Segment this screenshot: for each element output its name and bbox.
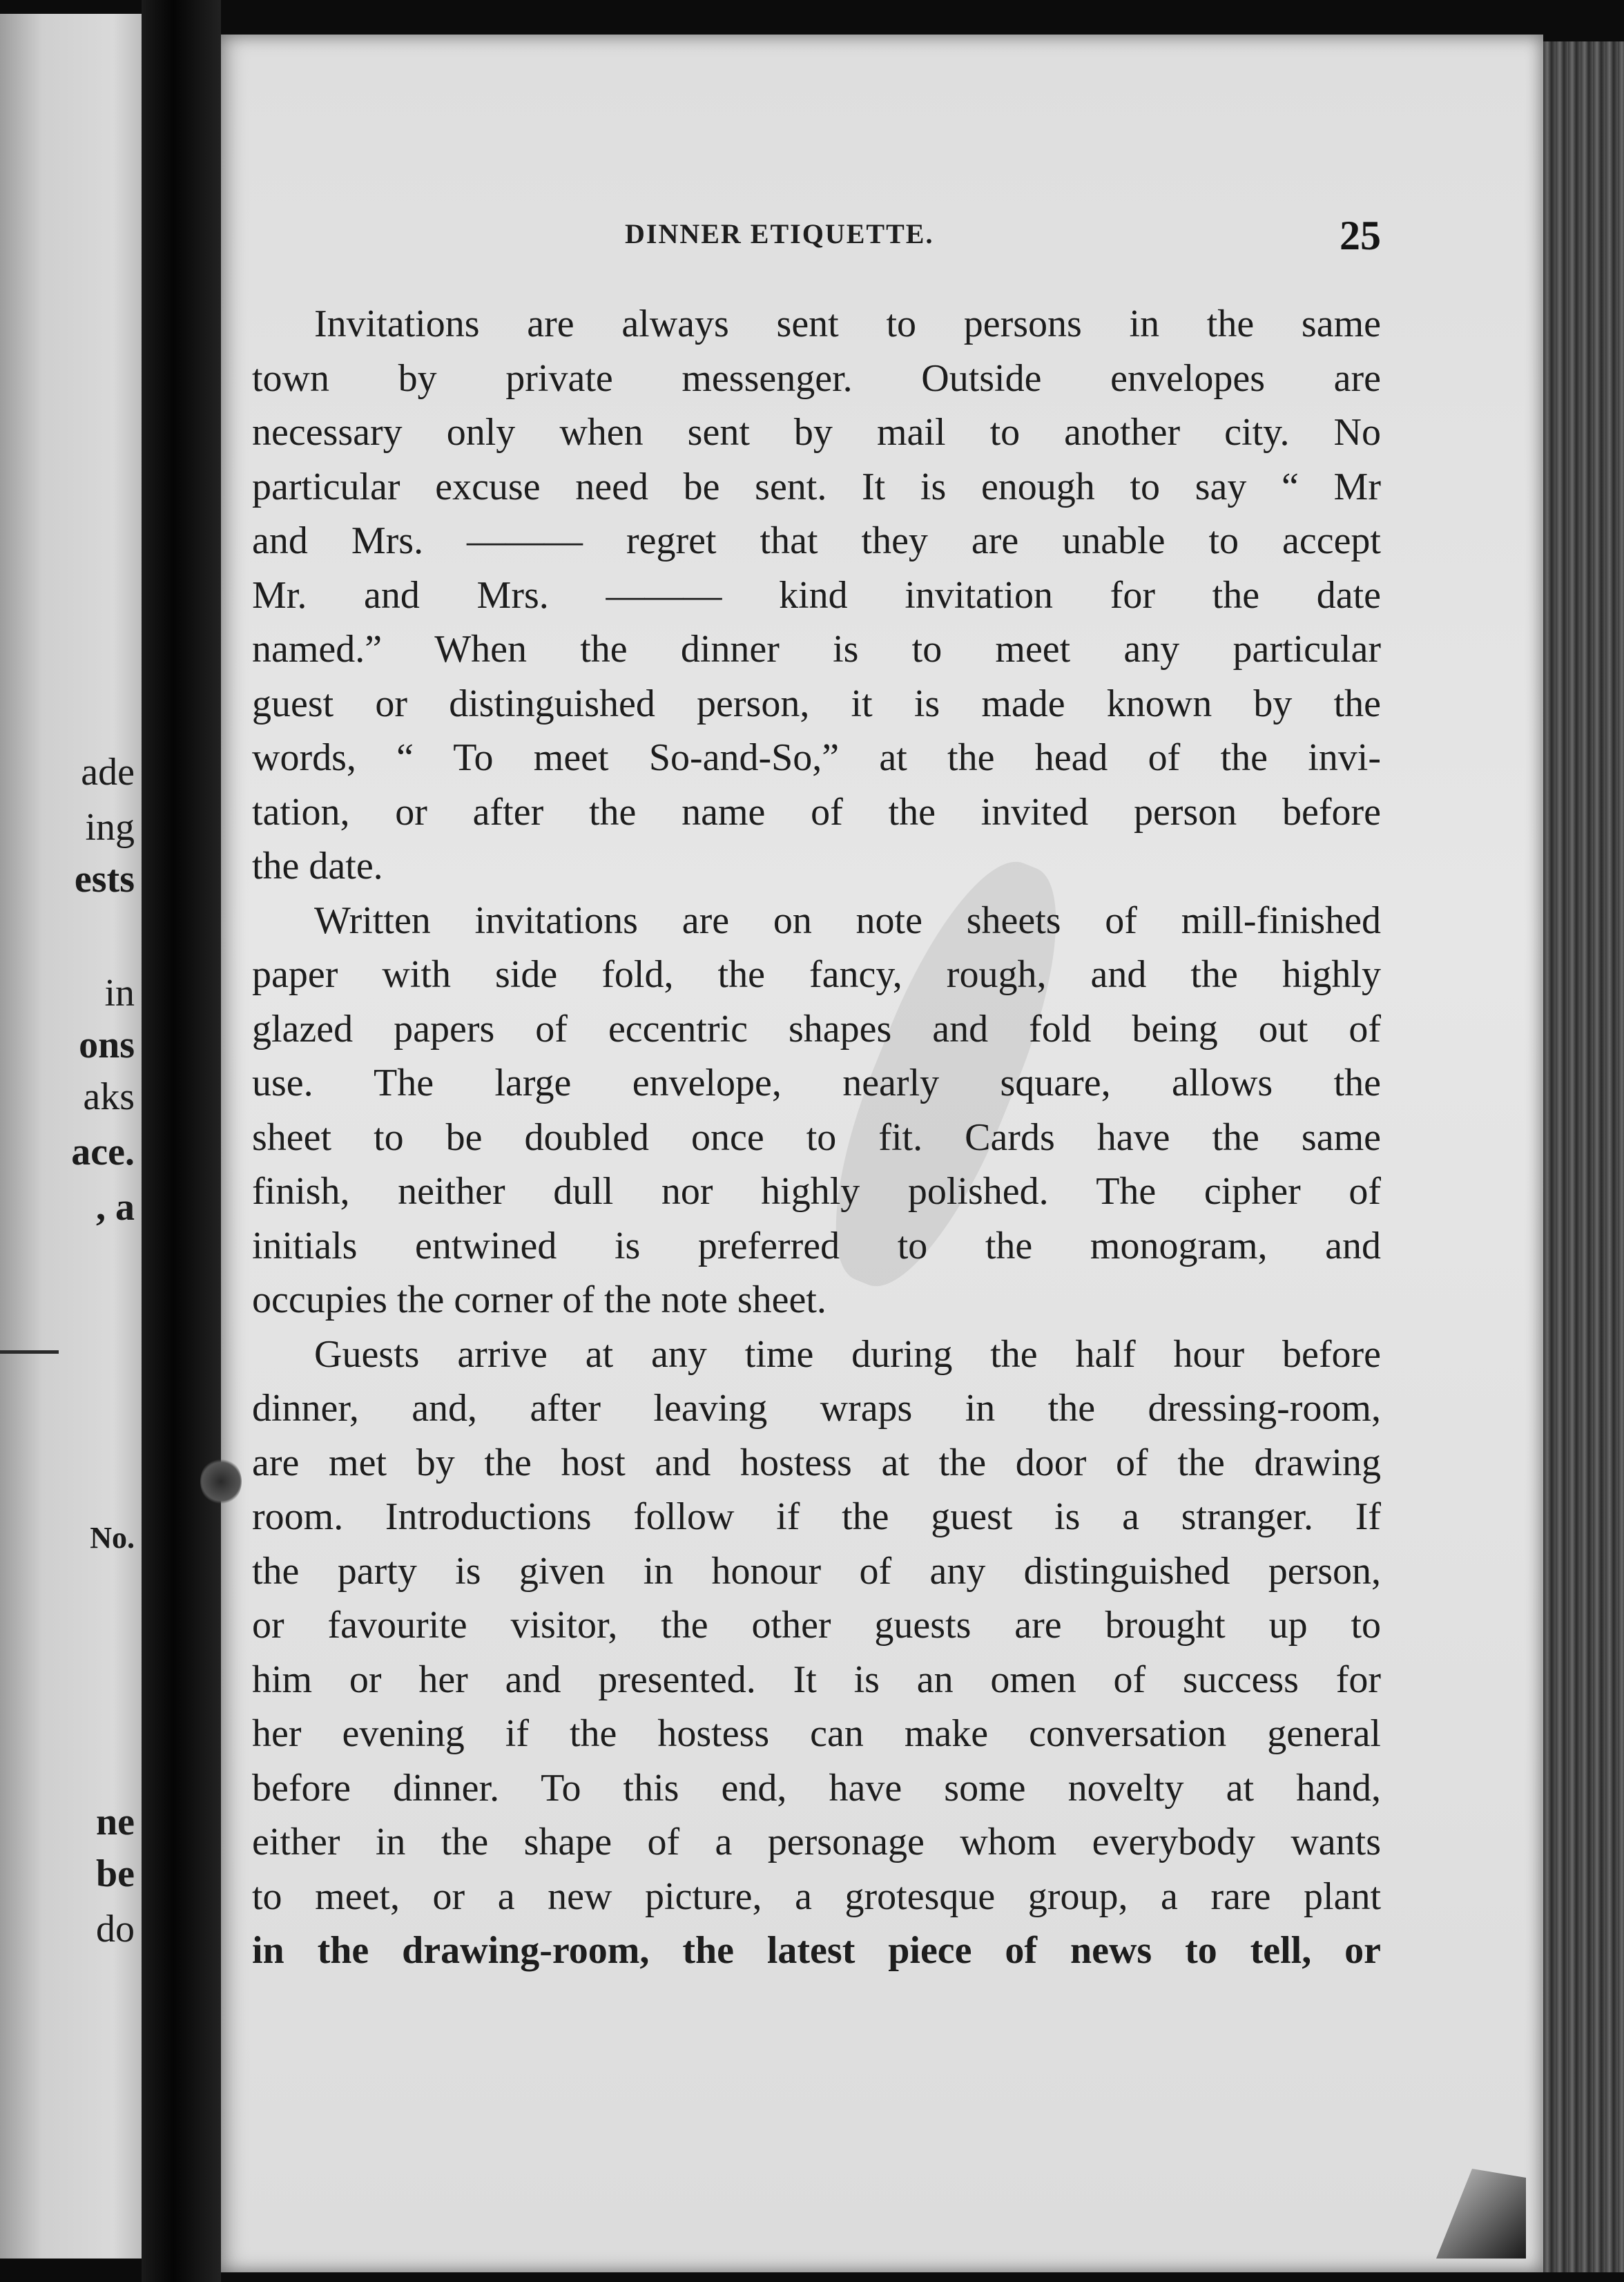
text-line: dinner, and, after leaving wraps in the dressing-room, xyxy=(252,1387,1381,1430)
text-line: use. The large envelope, nearly square, allows the xyxy=(252,1062,1381,1104)
running-title: DINNER ETIQUETTE. xyxy=(625,218,934,249)
text-line: are met by the host and hostess at the door of the drawing xyxy=(252,1441,1381,1484)
text-line: room. Introductions follow if the guest is a stranger. If xyxy=(252,1495,1381,1538)
fragment-text: ade xyxy=(81,751,135,794)
text-line: necessary only when sent by mail to another city. No xyxy=(252,411,1381,454)
text-line: paper with side fold, the fancy, rough, and the highly xyxy=(252,953,1381,996)
page-stack-edge xyxy=(1543,41,1624,2272)
fragment-text: be xyxy=(96,1852,135,1895)
fragment-text: ne xyxy=(96,1801,135,1843)
text-line: the date. xyxy=(252,845,383,888)
text-line: or favourite visitor, the other guests are brought up to xyxy=(252,1604,1381,1647)
text-line: particular excuse need be sent. It is enough to say “ Mr xyxy=(252,465,1381,508)
text-line: in the drawing-room, the latest piece of news to tell, or xyxy=(252,1929,1381,1972)
text-line: named.” When the dinner is to meet any particular xyxy=(252,628,1381,671)
text-line: her evening if the hostess can make conversation general xyxy=(252,1712,1381,1755)
fragment-text: do xyxy=(96,1908,135,1950)
text-line: initials entwined is preferred to the monogram, and xyxy=(252,1224,1381,1267)
page-number: 25 xyxy=(1340,213,1381,258)
fragment-rule xyxy=(0,1350,59,1354)
text-line: him or her and presented. It is an omen of success for xyxy=(252,1658,1381,1701)
text-line: to meet, or a new picture, a grotesque group, a rare plant xyxy=(252,1875,1381,1918)
text-line: and Mrs. ——— regret that they are unable to accept xyxy=(252,519,1381,562)
text-line: Guests arrive at any time during the half hour before xyxy=(314,1332,1381,1376)
text-line: town by private messenger. Outside envelopes are xyxy=(252,356,1381,400)
text-line: words, “ To meet So-and-So,” at the head of the invi- xyxy=(252,736,1381,779)
text-line: guest or distinguished person, it is made known by the xyxy=(252,682,1381,725)
fragment-text: No. xyxy=(90,1521,135,1555)
fragment-text: ace. xyxy=(71,1131,135,1173)
body-text xyxy=(252,297,1381,1978)
text-line: tation, or after the name of the invited person before xyxy=(252,790,1381,834)
fragment-text: , a xyxy=(96,1186,135,1229)
text-line: finish, neither dull nor highly polished. The cipher of xyxy=(252,1170,1381,1213)
running-head xyxy=(404,213,1381,259)
text-line: either in the shape of a personage whom everybody wants xyxy=(252,1821,1381,1863)
text-line: Written invitations are on note sheets of mill-finished xyxy=(314,899,1381,942)
text-line: occupies the corner of the note sheet. xyxy=(252,1278,826,1321)
text-line: the party is given in honour of any distinguished person, xyxy=(252,1549,1381,1593)
ink-smudge xyxy=(200,1457,242,1506)
fragment-text: in xyxy=(104,972,135,1015)
text-line: Mr. and Mrs. ——— kind invitation for the date xyxy=(252,573,1381,617)
fragment-text: ests xyxy=(74,858,135,901)
text-line: before dinner. To this end, have some novelty at hand, xyxy=(252,1766,1381,1810)
previous-page-edge xyxy=(0,14,142,2259)
fragment-text: aks xyxy=(83,1075,135,1118)
text-line: sheet to be doubled once to fit. Cards have the same xyxy=(252,1115,1381,1159)
text-line: Invitations are always sent to persons in the same xyxy=(314,303,1381,345)
book-gutter xyxy=(142,0,221,2282)
fragment-text: ons xyxy=(79,1024,135,1066)
text-line: glazed papers of eccentric shapes and fold being out of xyxy=(252,1007,1381,1051)
fragment-text: ing xyxy=(85,806,135,849)
